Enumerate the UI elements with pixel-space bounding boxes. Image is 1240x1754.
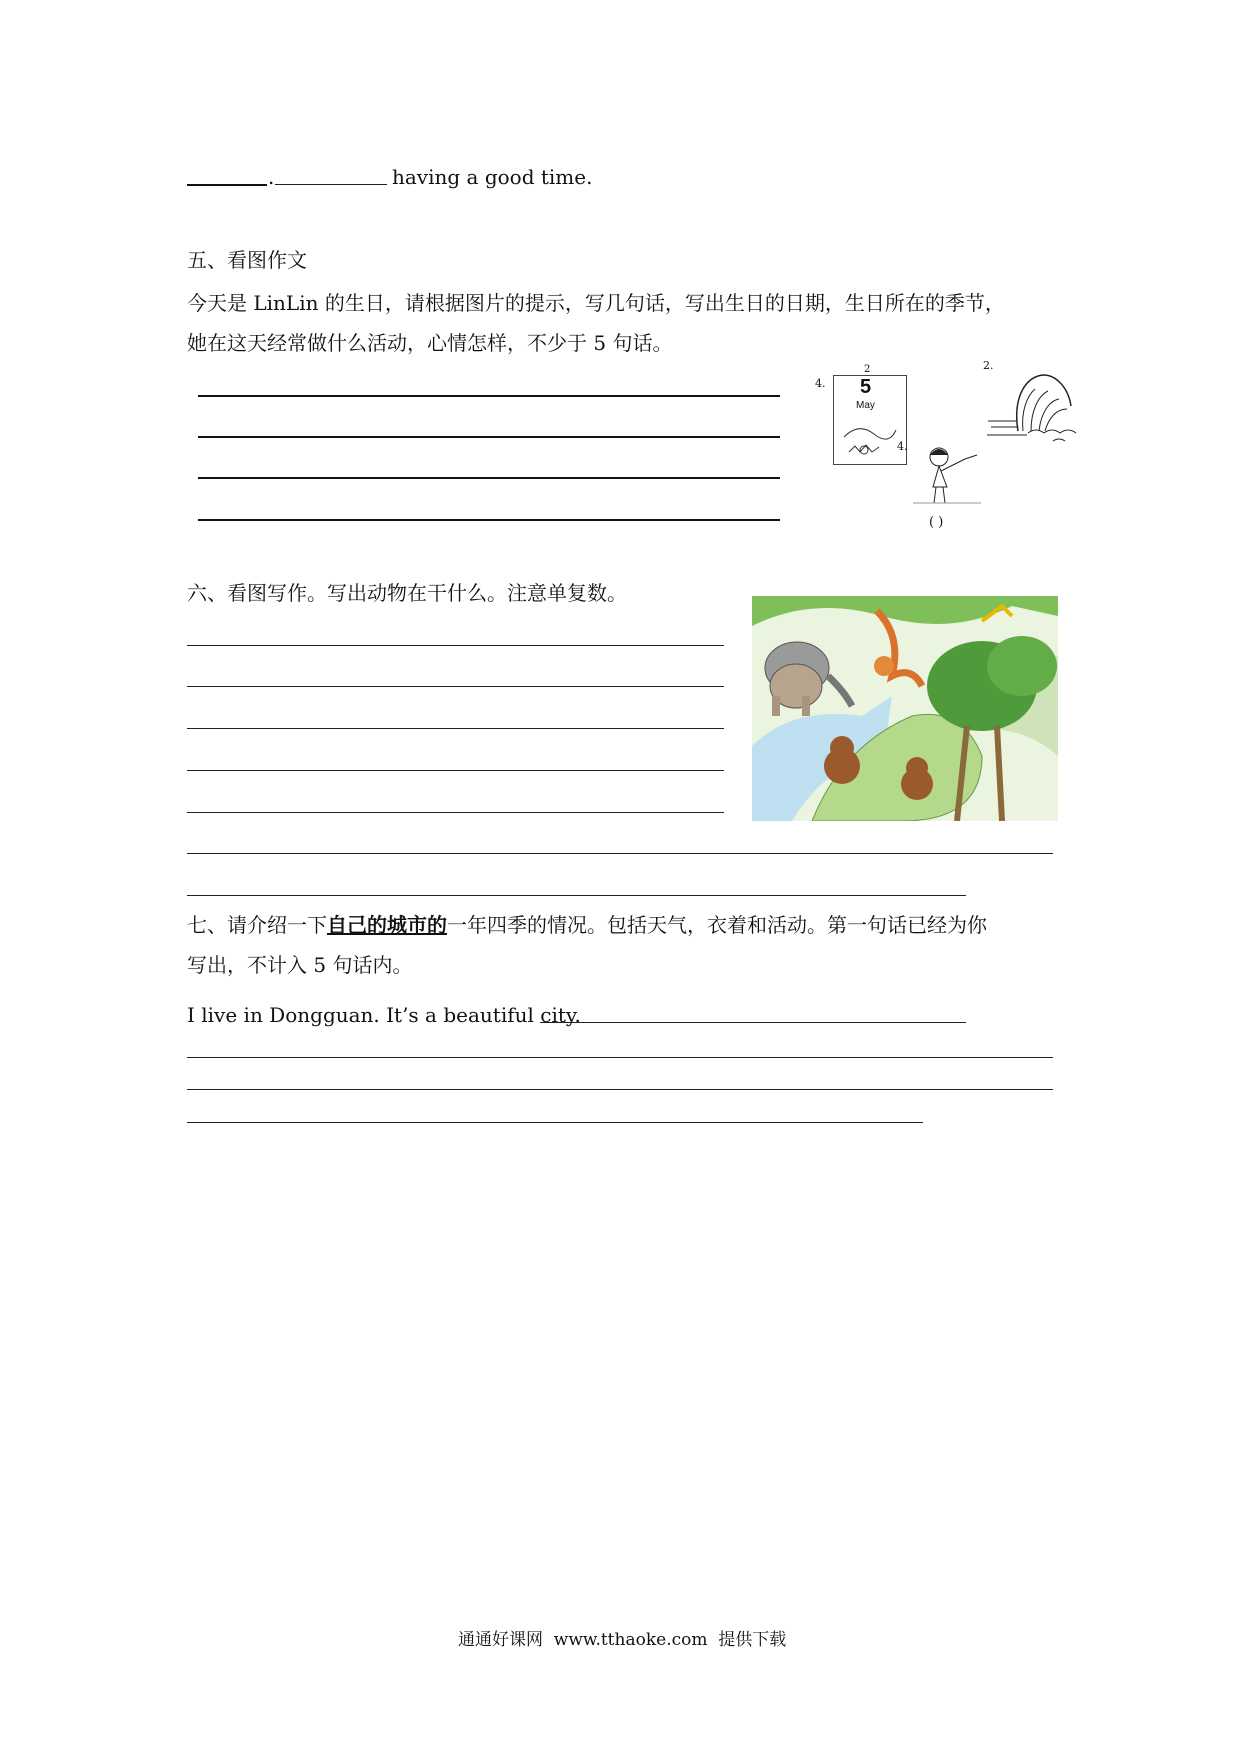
picture-number: 4. [897, 440, 908, 453]
writing-line[interactable] [187, 728, 724, 729]
section-7-instructions [187, 912, 987, 938]
section-5-instructions: 今天是 LinLin 的生日，请根据图片的提示，写几句话，写出生日的日期，生日所在的季节， [187, 291, 1005, 315]
section-7-instructions-2: 写出，不计入 5 句话内。 [187, 953, 413, 977]
picture-number: 4. [815, 377, 826, 390]
writing-line[interactable] [187, 895, 966, 896]
writing-line[interactable] [187, 1122, 923, 1123]
calendar-top: 2 [864, 364, 871, 375]
section-7-first-sentence: I live in Dongguan. It’s a beautiful city. [187, 1003, 581, 1027]
picture-number: 2. [983, 359, 994, 372]
blank-line[interactable] [187, 184, 267, 186]
blank-line[interactable] [275, 184, 387, 185]
zoo-scene-icon [752, 596, 1058, 821]
birthday-picture [815, 355, 1080, 535]
section-7-rest: 一年四季的情况。包括天气，衣着和活动。第一句话已经为你 [447, 913, 987, 937]
animals-picture [752, 596, 1058, 821]
section-5-instructions-2: 她在这天经常做什么活动，心情怎样，不少于 5 句话。 [187, 331, 673, 355]
girl-painting-icon [909, 437, 984, 515]
answer-parentheses: ( ) [929, 515, 944, 530]
writing-line[interactable] [198, 436, 780, 438]
writing-line[interactable] [187, 645, 724, 646]
park-trees-icon [983, 361, 1078, 451]
writing-line[interactable] [187, 1057, 1053, 1058]
writing-line[interactable] [198, 395, 780, 397]
calendar-sketch-icon [834, 412, 904, 462]
calendar-day: 5 [860, 376, 872, 398]
writing-line[interactable] [198, 477, 780, 479]
section-7-prefix: 七、请介绍一下 [187, 913, 327, 937]
separator: . [268, 165, 275, 189]
writing-line[interactable] [187, 686, 724, 687]
writing-line[interactable] [187, 1089, 1053, 1090]
calendar-icon [833, 364, 907, 465]
section-7-underlined: 自己的城市的 [327, 913, 447, 937]
section-6-title: 六、看图写作。写出动物在干什么。注意单复数。 [187, 581, 627, 605]
writing-line[interactable] [540, 1022, 966, 1023]
calendar-month: May [856, 400, 875, 411]
section-5-title: 五、看图作文 [187, 248, 307, 272]
girl-painting-box [909, 437, 984, 515]
writing-line[interactable] [187, 853, 1053, 854]
footer-text: 通通好课网 www.tthaoke.com 提供下载 [458, 1630, 787, 1650]
writing-line[interactable] [187, 812, 724, 813]
writing-line[interactable] [187, 770, 724, 771]
sentence-text: having a good time. [392, 165, 593, 189]
writing-line[interactable] [198, 519, 780, 521]
